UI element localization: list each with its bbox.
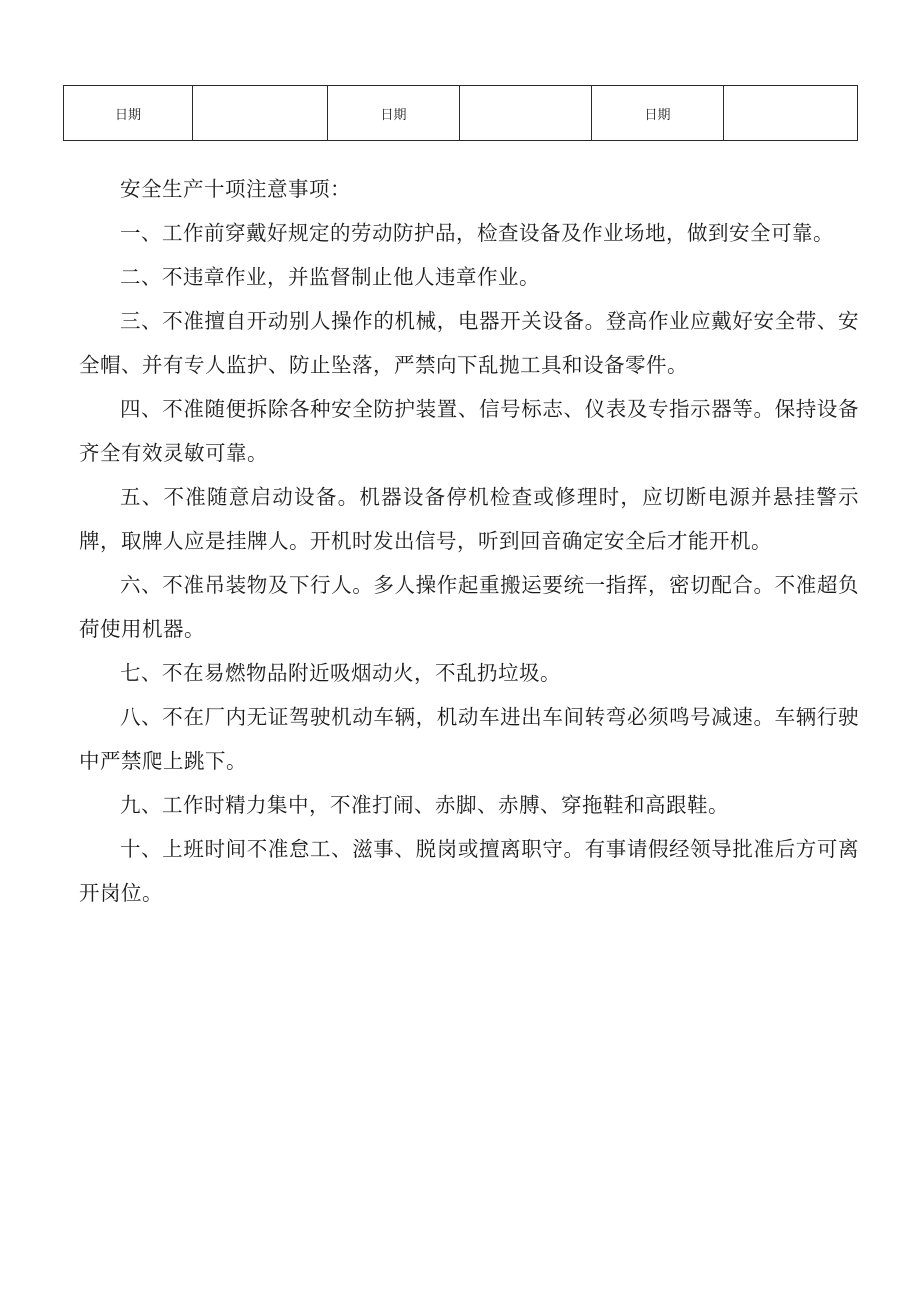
notice-item-7: 七、不在易燃物品附近吸烟动火，不乱扔垃圾。 <box>120 661 561 685</box>
date-value-cell[interactable] <box>193 86 328 141</box>
notice-item-4: 四、不准随便拆除各种安全防护装置、信号标志、仪表及专指示器等。保持设备齐全有效灵敏可靠。 <box>79 397 859 465</box>
notice-heading: 安全生产十项注意事项： <box>120 177 351 201</box>
notice-item-6: 六、不准吊装物及下行人。多人操作起重搬运要统一指挥，密切配合。不准超负荷使用机器。 <box>79 573 859 641</box>
date-value-cell[interactable] <box>460 86 592 141</box>
date-value-cell[interactable] <box>724 86 858 141</box>
notice-item-10: 十、上班时间不准怠工、滋事、脱岗或擅离职守。有事请假经领导批准后方可离开岗位。 <box>79 837 859 905</box>
notice-item-2: 二、不违章作业，并监督制止他人违章作业。 <box>120 265 540 289</box>
date-label-cell: 日期 <box>64 86 193 141</box>
signature-date-table <box>63 85 858 141</box>
date-label-cell: 日期 <box>592 86 724 141</box>
table-row <box>64 86 858 141</box>
notice-item-9: 九、工作时精力集中，不准打闹、赤脚、赤膊、穿拖鞋和高跟鞋。 <box>120 793 729 817</box>
date-label-cell: 日期 <box>328 86 460 141</box>
notice-item-3: 三、不准擅自开动别人操作的机械，电器开关设备。登高作业应戴好安全带、安全帽、并有专人监护、防止坠落，严禁向下乱抛工具和设备零件。 <box>79 309 859 377</box>
safety-notice <box>79 167 859 915</box>
notice-item-5: 五、不准随意启动设备。机器设备停机检查或修理时，应切断电源并悬挂警示牌，取牌人应是挂牌人。开机时发出信号，听到回音确定安全后才能开机。 <box>79 485 859 553</box>
notice-item-1: 一、工作前穿戴好规定的劳动防护品，检查设备及作业场地，做到安全可靠。 <box>120 221 834 245</box>
notice-item-8: 八、不在厂内无证驾驶机动车辆，机动车进出车间转弯必须鸣号减速。车辆行驶中严禁爬上跳下。 <box>79 705 859 773</box>
